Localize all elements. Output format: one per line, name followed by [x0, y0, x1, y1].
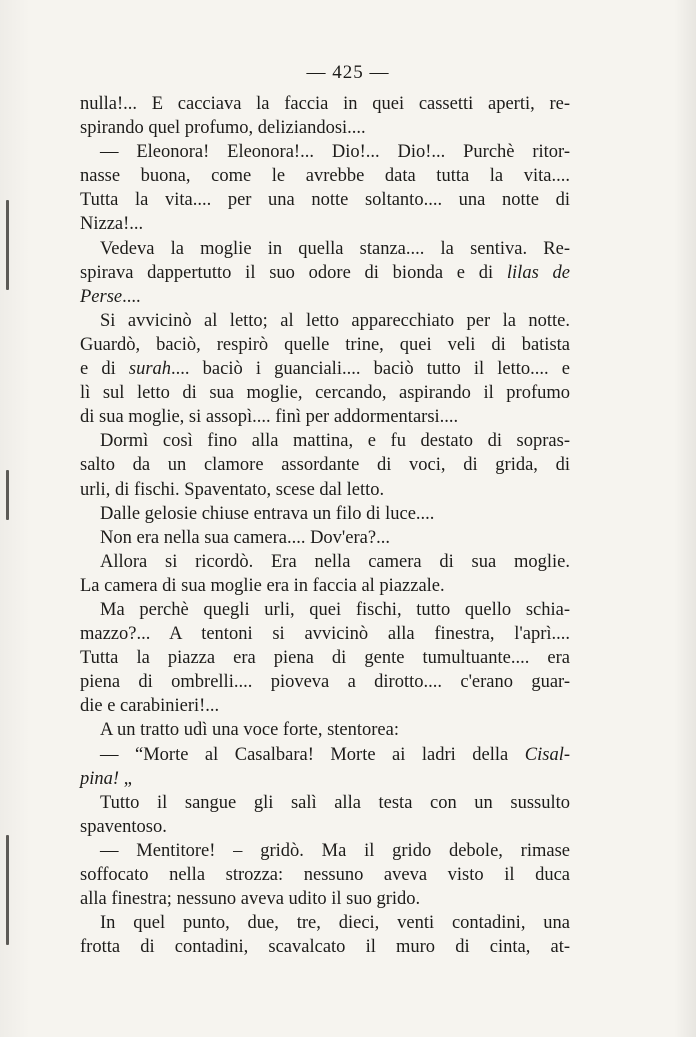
italic-text: lilas de: [506, 262, 570, 283]
italic-text: Perse: [80, 286, 123, 307]
italic-text: Cisal-: [524, 744, 570, 765]
text-line: alla finestra; nessuno aveva udito il suo grido.: [80, 889, 421, 910]
text-line: Guardò, baciò, respirò quelle trine, quei veli di batista: [80, 334, 570, 355]
text-line: nulla!... E cacciava la faccia in quei cassetti aperti, re-: [80, 94, 570, 114]
text-line: — Mentitore! – gridò. Ma il grido debole, rimase: [100, 840, 570, 861]
binding-mark: [6, 835, 9, 945]
body-text: [80, 92, 570, 959]
text-line: Tutto il sangue gli salì alla testa con un sussulto: [100, 792, 570, 813]
text-line: piena di ombrelli.... pioveva a dirotto.... c'erano guar-: [80, 672, 570, 693]
text-segment: e di: [80, 359, 129, 380]
text-line: di sua moglie, si assopì.... finì per addormentarsi....: [80, 407, 459, 428]
text-line: Tutta la vita.... per una notte soltanto.... una notte di: [80, 190, 570, 211]
text-line: die e carabinieri!...: [80, 696, 220, 717]
text-segment: spirava dappertutto il suo odore di bionda e di: [80, 262, 507, 283]
text-line: soffocato nella strozza: nessuno aveva visto il duca: [80, 865, 570, 885]
text-line: — Eleonora! Eleonora!... Dio!... Dio!... Purchè ritor-: [100, 142, 570, 163]
text-line: salto da un clamore assordante di voci, di grida, di: [80, 455, 570, 476]
italic-text: surah: [128, 359, 172, 380]
text-line: spaventoso.: [80, 816, 167, 837]
text-line: Nizza!...: [80, 214, 144, 235]
text-line: A un tratto udì una voce forte, stentorea:: [100, 720, 399, 741]
text-segment: .... baciò i guanciali.... baciò tutto il letto.... e: [171, 359, 571, 380]
text-segment: ....: [122, 286, 141, 307]
text-segment: — “Morte al Casalbara! Morte ai ladri della: [100, 744, 525, 765]
text-line: spirando quel profumo, deliziandosi....: [80, 118, 366, 139]
binding-mark: [6, 200, 9, 290]
binding-mark: [6, 470, 9, 520]
text-line: nasse buona, come le avrebbe data tutta la vita....: [80, 166, 570, 187]
italic-text: pina!: [80, 768, 120, 789]
text-line: [80, 261, 570, 285]
text-line: La camera di sua moglie era in faccia al piazzale.: [80, 575, 445, 596]
text-line: mazzo?... A tentoni si avvicinò alla finestra, l'aprì....: [80, 624, 570, 645]
text-line: Dalle gelosie chiuse entrava un filo di luce....: [100, 503, 435, 524]
text-line: [80, 357, 570, 381]
text-line: Vedeva la moglie in quella stanza.... la sentiva. Re-: [100, 238, 570, 259]
text-line: lì sul letto di sua moglie, cercando, aspirando il profumo: [80, 383, 570, 404]
text-line: [80, 767, 570, 791]
text-line: In quel punto, due, tre, dieci, venti contadini, una: [100, 913, 570, 934]
text-line: Si avvicinò al letto; al letto apparecchiato per la notte.: [100, 310, 570, 331]
binding-edge: [0, 0, 26, 1037]
text-line: Dormì così fino alla mattina, e fu destato di sopras-: [100, 431, 570, 452]
text-line: Allora si ricordò. Era nella camera di sua moglie.: [100, 551, 570, 572]
page-number: — 425 —: [306, 62, 390, 83]
text-line: [80, 285, 570, 309]
text-line: Non era nella sua camera.... Dov'era?...: [100, 527, 390, 548]
text-line: Ma perchè quegli urli, quei fischi, tutto quello schia-: [100, 599, 570, 620]
text-line: frotta di contadini, scavalcato il muro di cinta, at-: [80, 937, 570, 958]
text-line: Tutta la piazza era piena di gente tumultuante.... era: [80, 648, 570, 669]
text-line: urli, di fischi. Spaventato, scese dal letto.: [80, 479, 385, 500]
text-segment: „: [119, 768, 132, 789]
text-line: [80, 743, 570, 767]
